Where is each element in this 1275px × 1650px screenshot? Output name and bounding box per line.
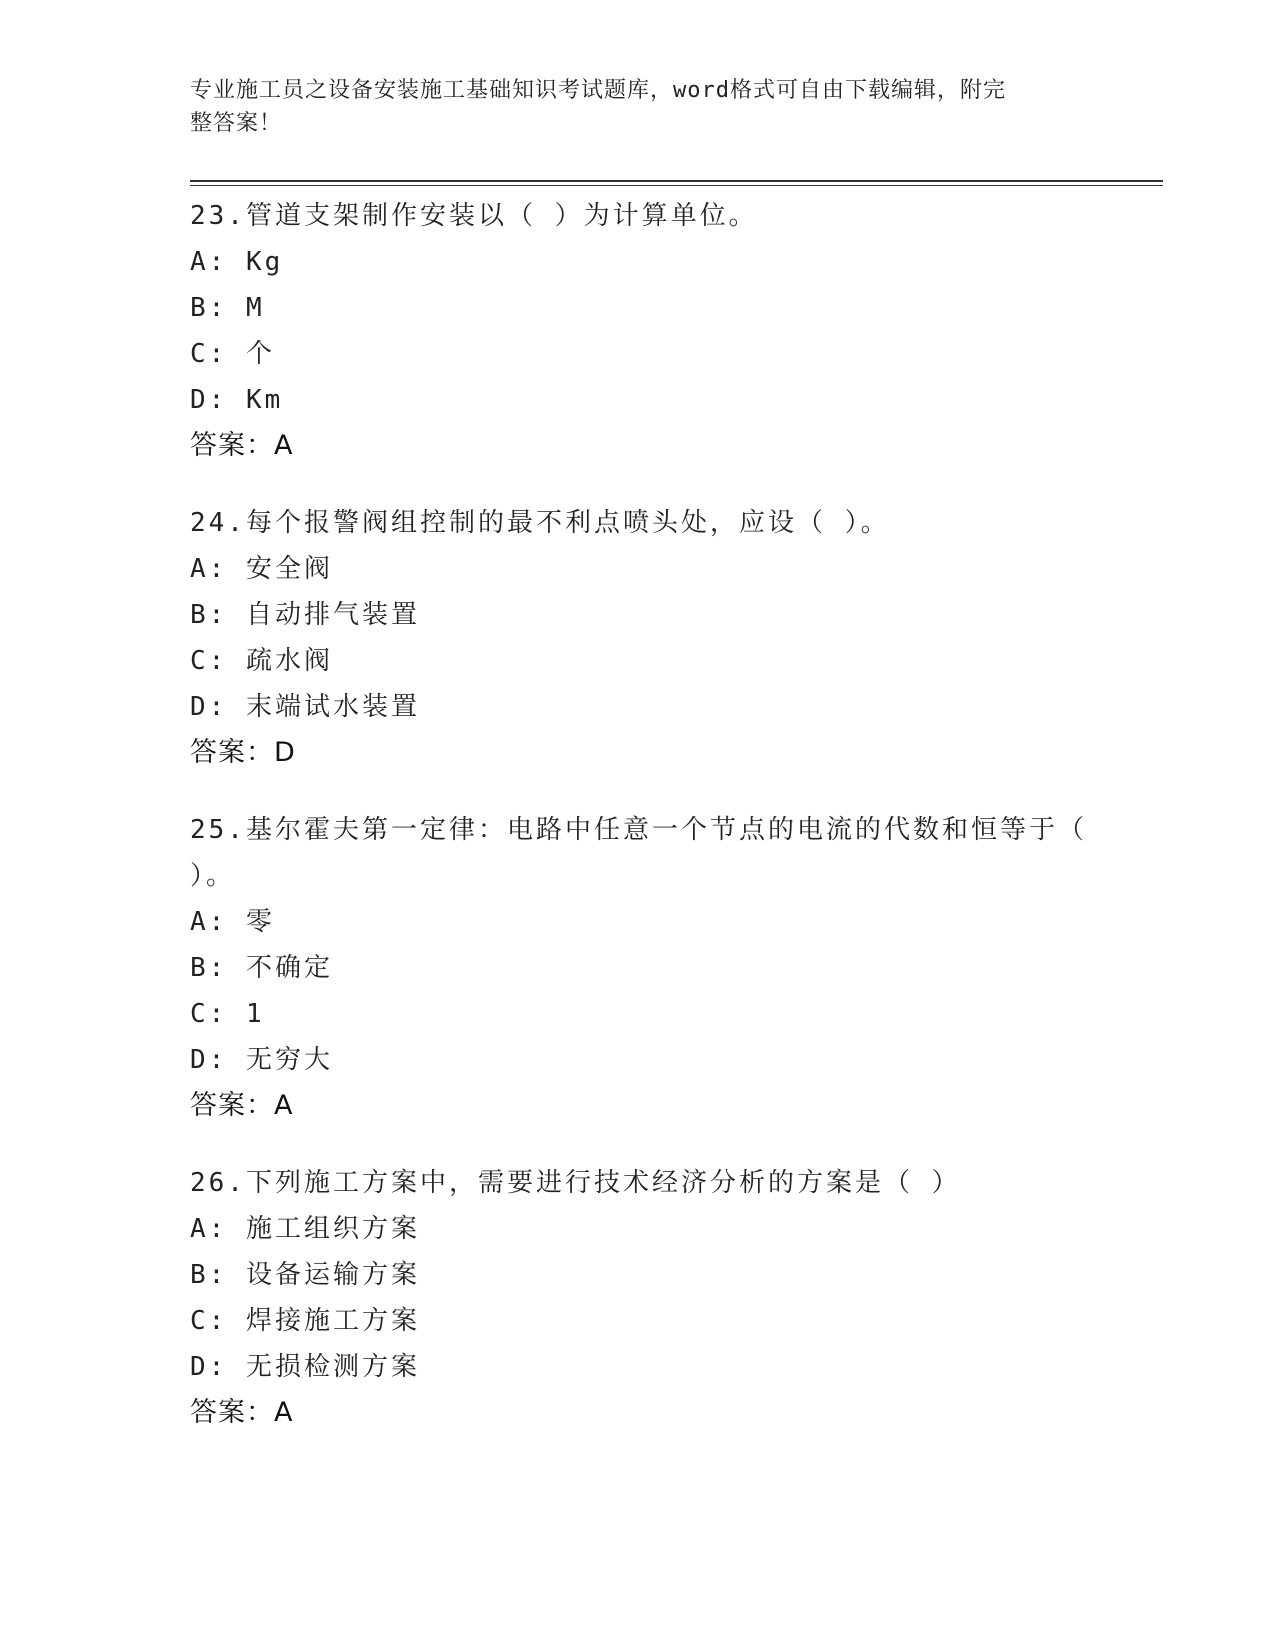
option-b: B: 不确定 [190,953,333,983]
question-24 [190,500,1090,776]
option-c: C: 个 [190,339,275,369]
header-divider-thick [190,180,1163,182]
option-d: D: Km [190,385,284,415]
header-line-1: 专业施工员之设备安装施工基础知识考试题库，word格式可自由下载编辑，附完 [190,78,1006,103]
document-header [190,74,1070,140]
question-25 [190,807,1090,1129]
option-a: A: 施工组织方案 [190,1214,420,1244]
option-c: C: 疏水阀 [190,646,333,676]
option-d: D: 无损检测方案 [190,1352,420,1382]
answer-line: 答案：A [190,430,294,461]
option-a: A: 零 [190,907,275,937]
answer-line: 答案：D [190,737,296,768]
question-stem: 24.每个报警阀组控制的最不利点喷头处，应设（ ）。 [190,508,890,538]
question-26 [190,1160,1090,1436]
answer-line: 答案：A [190,1090,294,1121]
question-stem: 26.下列施工方案中，需要进行技术经济分析的方案是（ ） [190,1168,961,1198]
header-line-2: 整答案！ [190,111,283,136]
question-list [190,193,1090,1467]
option-d: D: 末端试水装置 [190,692,420,722]
option-b: B: M [190,293,265,323]
header-divider-thin [190,185,1163,186]
option-c: C: 1 [190,999,265,1029]
option-d: D: 无穷大 [190,1045,333,1075]
option-b: B: 设备运输方案 [190,1260,420,1290]
question-stem: 23.管道支架制作安装以（ ）为计算单位。 [190,201,758,231]
question-23 [190,193,1090,469]
option-c: C: 焊接施工方案 [190,1306,420,1336]
question-stem: 25.基尔霍夫第一定律：电路中任意一个节点的电流的代数和恒等于（ ）。 [190,815,1087,891]
option-a: A: 安全阀 [190,554,333,584]
answer-line: 答案：A [190,1397,294,1428]
option-a: A: Kg [190,247,284,277]
option-b: B: 自动排气装置 [190,600,420,630]
